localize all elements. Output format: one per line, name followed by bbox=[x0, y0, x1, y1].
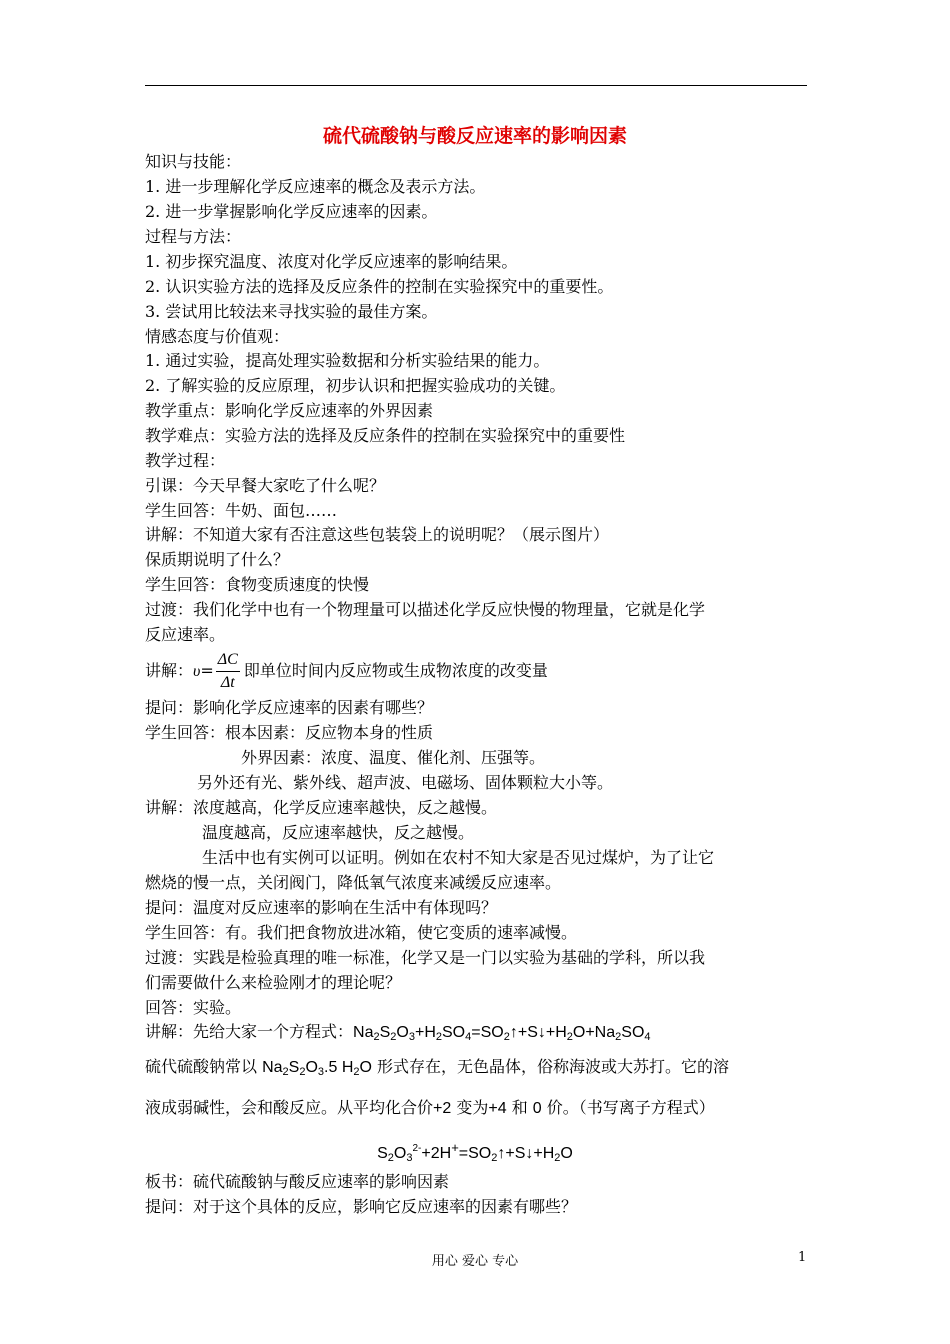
list-item: 2. 认识实验方法的选择及反应条件的控制在实验探究中的重要性。 bbox=[145, 277, 614, 296]
text-line: 温度越高，反应速率越快，反之越慢。 bbox=[202, 823, 475, 842]
text-line: 学生回答：食物变质速度的快慢 bbox=[145, 575, 370, 594]
text-line: 学生回答：根本因素：反应物本身的性质 bbox=[145, 723, 434, 742]
text-line: 教学重点：影响化学反应速率的外界因素 bbox=[145, 401, 434, 420]
text-line: 生活中也有实例可以证明。例如在农村不知大家是否见过煤炉，为了让它 bbox=[202, 848, 715, 867]
ionic-equation: $S_2O_3^{2-}+2H^+=SO_2↑+S↓+H_2O$ bbox=[377, 1140, 573, 1164]
fraction-denominator: Δt bbox=[220, 674, 235, 691]
text-line: 教学过程： bbox=[145, 451, 226, 470]
section-heading: 情感态度与价值观： bbox=[145, 327, 290, 346]
equals-sign: = bbox=[200, 661, 214, 680]
text-line: 另外还有光、紫外线、超声波、电磁场、固体颗粒大小等。 bbox=[197, 773, 614, 792]
text-line: 引课：今天早餐大家吃了什么呢？ bbox=[145, 476, 386, 495]
page-number: 1 bbox=[798, 1250, 807, 1265]
rate-symbol: υ bbox=[193, 663, 201, 680]
rate-fraction bbox=[216, 649, 240, 694]
fraction-numerator: ΔC bbox=[216, 649, 240, 672]
equation-line bbox=[145, 1021, 651, 1048]
text-line: 回答：实验。 bbox=[145, 998, 242, 1017]
footer-motto: 用心 爱心 专心 bbox=[431, 1254, 519, 1269]
section-heading: 过程与方法： bbox=[145, 227, 242, 246]
text-line: 反应速率。 bbox=[145, 625, 226, 644]
paragraph-line: 硫代硫酸钠常以 $Na_2S_2O_3.5$ $H_2O$ 形式存在，无色晶体，俗称海波或大苏打。它的溶 bbox=[145, 1057, 730, 1078]
list-item: 1. 初步探究温度、浓度对化学反应速率的影响结果。 bbox=[145, 252, 518, 271]
text-line: 板书：硫代硫酸钠与酸反应速率的影响因素 bbox=[145, 1172, 450, 1191]
text-line: 讲解：不知道大家有否注意这些包装袋上的说明呢？（展示图片） bbox=[145, 525, 610, 544]
section-heading: 知识与技能： bbox=[145, 152, 242, 171]
rate-formula-line bbox=[145, 649, 548, 694]
text-line: 保质期说明了什么？ bbox=[145, 550, 290, 569]
paragraph-line: 液成弱碱性，会和酸反应。从平均化合价+2 变为+4 和 0 价。（书写离子方程式） bbox=[145, 1098, 715, 1117]
text-line: 讲解：浓度越高，化学反应速率越快，反之越慢。 bbox=[145, 798, 498, 817]
text-line: 外界因素：浓度、温度、催化剂、压强等。 bbox=[241, 748, 546, 767]
list-item: 2. 进一步掌握影响化学反应速率的因素。 bbox=[145, 202, 438, 221]
list-item: 2. 了解实验的反应原理，初步认识和把握实验成功的关键。 bbox=[145, 376, 566, 395]
chemical-equation: $Na_2S_2O_3+H_2SO_4=SO_2↑+S↓+H_2O+Na_2SO_4$ bbox=[353, 1024, 651, 1043]
list-item: 3. 尝试用比较法来寻找实验的最佳方案。 bbox=[145, 302, 438, 321]
text-line: 过渡：实践是检验真理的唯一标准，化学又是一门以实验为基础的学科，所以我 bbox=[145, 948, 706, 967]
text-line: 教学难点：实验方法的选择及反应条件的控制在实验探究中的重要性 bbox=[145, 426, 626, 445]
text-line: 提问：对于这个具体的反应，影响它反应速率的因素有哪些？ bbox=[145, 1197, 578, 1216]
text-line: 提问：影响化学反应速率的因素有哪些？ bbox=[145, 698, 434, 717]
document-title: 硫代硫酸钠与酸反应速率的影响因素 bbox=[322, 125, 627, 147]
formula-prefix: 讲解： bbox=[145, 661, 194, 680]
formula-description: 即单位时间内反应物或生成物浓度的改变量 bbox=[243, 661, 548, 680]
list-item: 1. 进一步理解化学反应速率的概念及表示方法。 bbox=[145, 177, 486, 196]
header-rule bbox=[145, 85, 807, 86]
text-line: 学生回答：牛奶、面包…… bbox=[145, 501, 338, 520]
text-line: 学生回答：有。我们把食物放进冰箱，使它变质的速率减慢。 bbox=[145, 923, 578, 942]
list-item: 1. 通过实验，提高处理实验数据和分析实验结果的能力。 bbox=[145, 351, 550, 370]
text-line: 过渡：我们化学中也有一个物理量可以描述化学反应快慢的物理量，它就是化学 bbox=[145, 600, 706, 619]
text-line: 燃烧的慢一点，关闭阀门，降低氧气浓度来减缓反应速率。 bbox=[145, 873, 562, 892]
text-line: 提问：温度对反应速率的影响在生活中有体现吗？ bbox=[145, 898, 498, 917]
equation-prefix: 讲解：先给大家一个方程式： bbox=[145, 1022, 354, 1041]
text-line: 们需要做什么来检验刚才的理论呢？ bbox=[145, 973, 402, 992]
